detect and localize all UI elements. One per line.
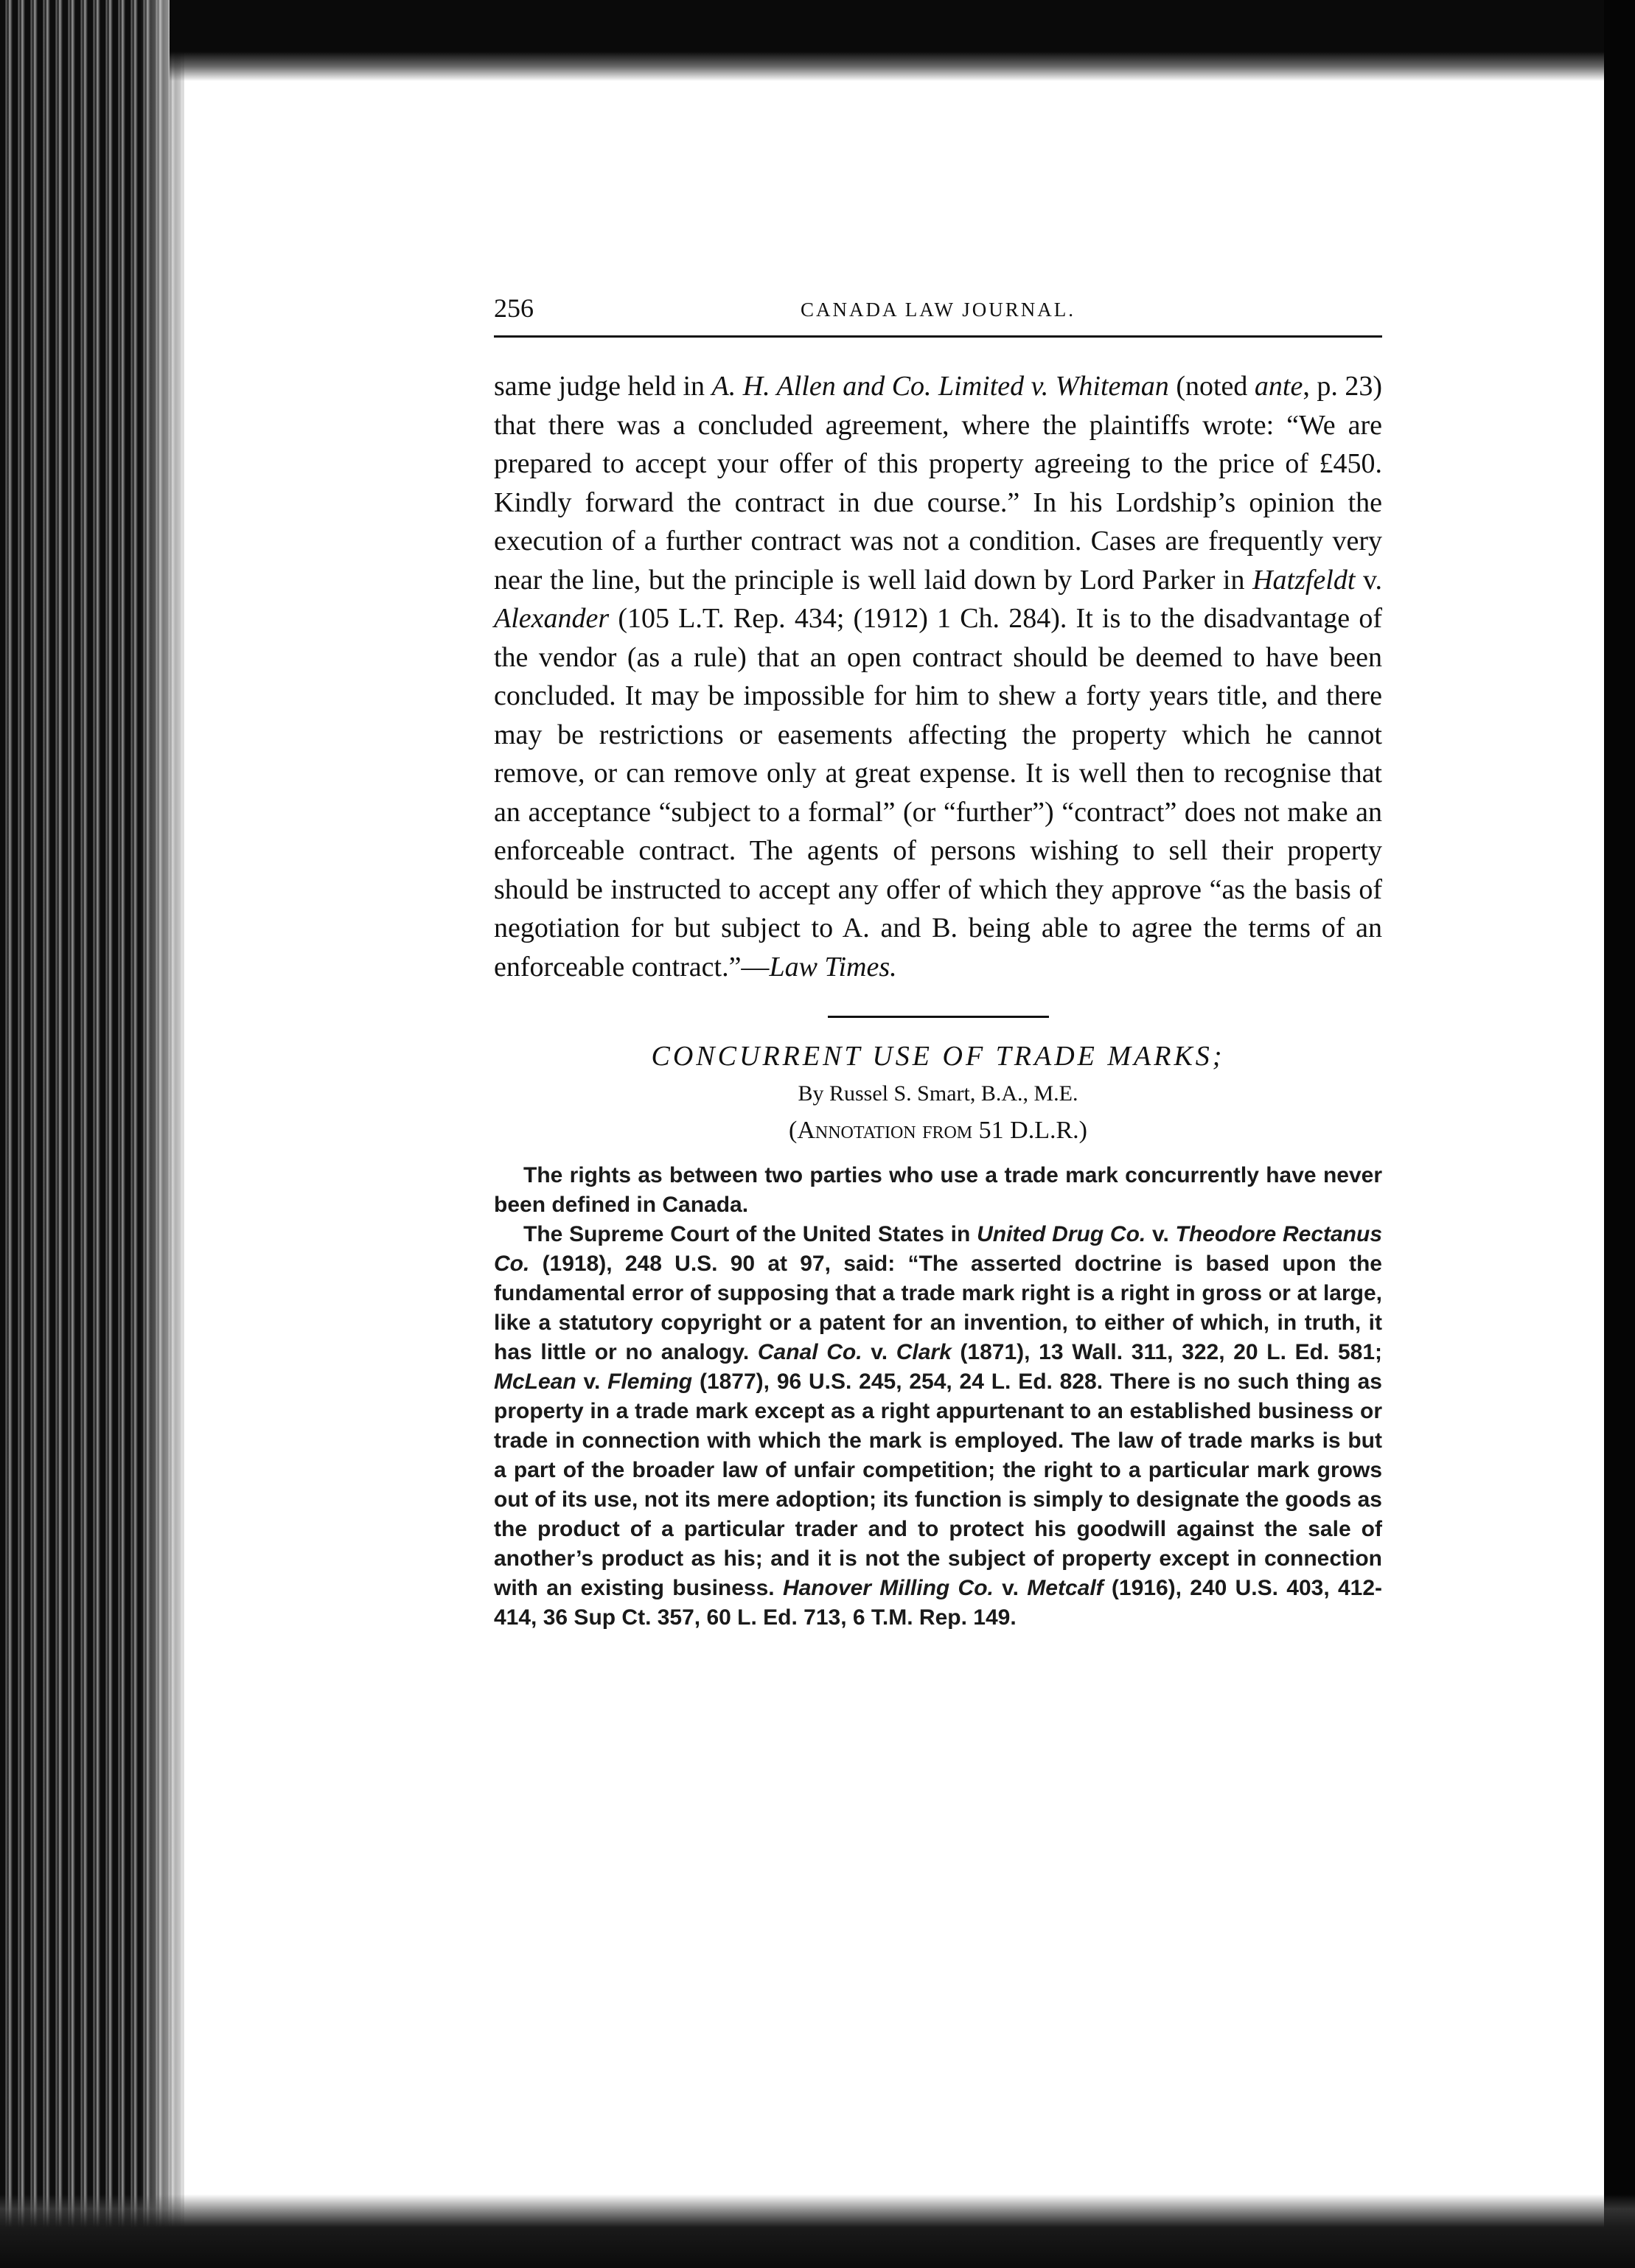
- text-run: (noted: [1168, 371, 1255, 402]
- case-citation: Alexander: [494, 603, 610, 634]
- text-run: (1871), 13 Wall. 311, 322, 20 L. Ed. 581;: [951, 1340, 1382, 1364]
- page-number: 256: [494, 293, 534, 323]
- text-run: v.: [862, 1340, 896, 1364]
- text-run: , p. 23) that there was a concluded agreement, where the plaintiffs wrote: “We are prepared to accept your offer of this property agreeing to the price of £450. Kindly forward the contract in due course.” In his Lordship’s opinion the execution of a further contract was not a condition. Cases are frequently very near the line, but the principle is well laid down by Lord Parker in: [494, 371, 1383, 596]
- article-paragraph-1: The rights as between two parties who use a trade mark concurrently have never been defined in Canada.: [494, 1163, 1382, 1217]
- article-title: CONCURRENT USE OF TRADE MARKS;: [651, 1041, 1225, 1072]
- scan-edge-right: [1604, 0, 1635, 2268]
- case-citation: Fleming: [607, 1369, 693, 1394]
- annotation-source: (Annotation from 51 D.L.R.): [789, 1117, 1087, 1144]
- text-run: v.: [993, 1576, 1028, 1600]
- case-citation: McLean: [494, 1369, 576, 1394]
- text-run: The Supreme Court of the United States in: [523, 1222, 977, 1246]
- ante-reference: ante: [1254, 371, 1303, 402]
- article-byline: By Russel S. Smart, B.A., M.E.: [798, 1081, 1078, 1106]
- case-citation: United Drug Co.: [977, 1222, 1146, 1246]
- case-citation: Clark: [896, 1340, 952, 1364]
- case-citation: Canal Co.: [757, 1340, 862, 1364]
- scan-edge-top: [170, 0, 1635, 81]
- journal-name: CANADA LAW JOURNAL.: [800, 299, 1076, 321]
- text-run: v.: [1146, 1222, 1176, 1246]
- scan-edge-left: [0, 0, 184, 2268]
- document-page: [494, 291, 1382, 1633]
- article-paragraph-2: [494, 1220, 1382, 1633]
- scan-edge-bottom: [0, 2194, 1635, 2268]
- text-run: v.: [576, 1369, 608, 1394]
- running-head: [494, 291, 1382, 338]
- case-citation: Hanover Milling Co.: [782, 1576, 994, 1600]
- text-run: same judge held in: [494, 371, 712, 402]
- case-citation: Hatzfeldt: [1252, 564, 1356, 596]
- source-attribution: Law Times.: [769, 951, 897, 983]
- section-divider: [828, 1016, 1049, 1018]
- continued-paragraph: [494, 367, 1382, 986]
- case-citation: Theodore Rectanus Co.: [494, 1222, 1383, 1276]
- text-run: v.: [1355, 564, 1382, 596]
- text-run: (1877), 96 U.S. 245, 254, 24 L. Ed. 828. There is no such thing as property in a trade mark except as a right appurtenant to an established business or trade in connection with which the mark is employed. The law of trade marks is but a part of the broader law of unfair competition; the right to a particular mark grows out of its use, not its mere adoption; its function is simply to designate the goods as the product of a particular trader and to protect his goodwill against the sale of another’s product as his; and it is not the subject of property except in connection with an existing business.: [494, 1369, 1382, 1600]
- text-run: (1916), 240 U.S. 403, 412-414, 36 Sup Ct. 357, 60 L. Ed. 713, 6 T.M. Rep. 149.: [494, 1576, 1383, 1630]
- case-citation: A. H. Allen and Co. Limited v. Whiteman: [711, 371, 1169, 402]
- text-run: (1918), 248 U.S. 90 at 97, said: “The asserted doctrine is based upon the fundamental error of supposing that a trade mark right is a right in gross or at large, like a statutory copyright or a patent for an invention, to either of which, in truth, it has little or no analogy.: [494, 1252, 1382, 1364]
- text-run: (105 L.T. Rep. 434; (1912) 1 Ch. 284). It is to the disadvantage of the vendor (as a rule) that an open contract should be deemed to have been concluded. It may be impossible for him to shew a forty years title, and there may be restrictions or easements affecting the property which he cannot remove, or can remove only at great expense. It is well then to recognise that an acceptance “subject to a formal” (or “further”) “contract” does not make an enforceable contract. The agents of persons wishing to sell their property should be instructed to accept any offer of which they approve “as the basis of negotiation for but subject to A. and B. being able to agree the terms of an enforceable contract.”—: [494, 603, 1382, 983]
- case-citation: Metcalf: [1027, 1576, 1104, 1600]
